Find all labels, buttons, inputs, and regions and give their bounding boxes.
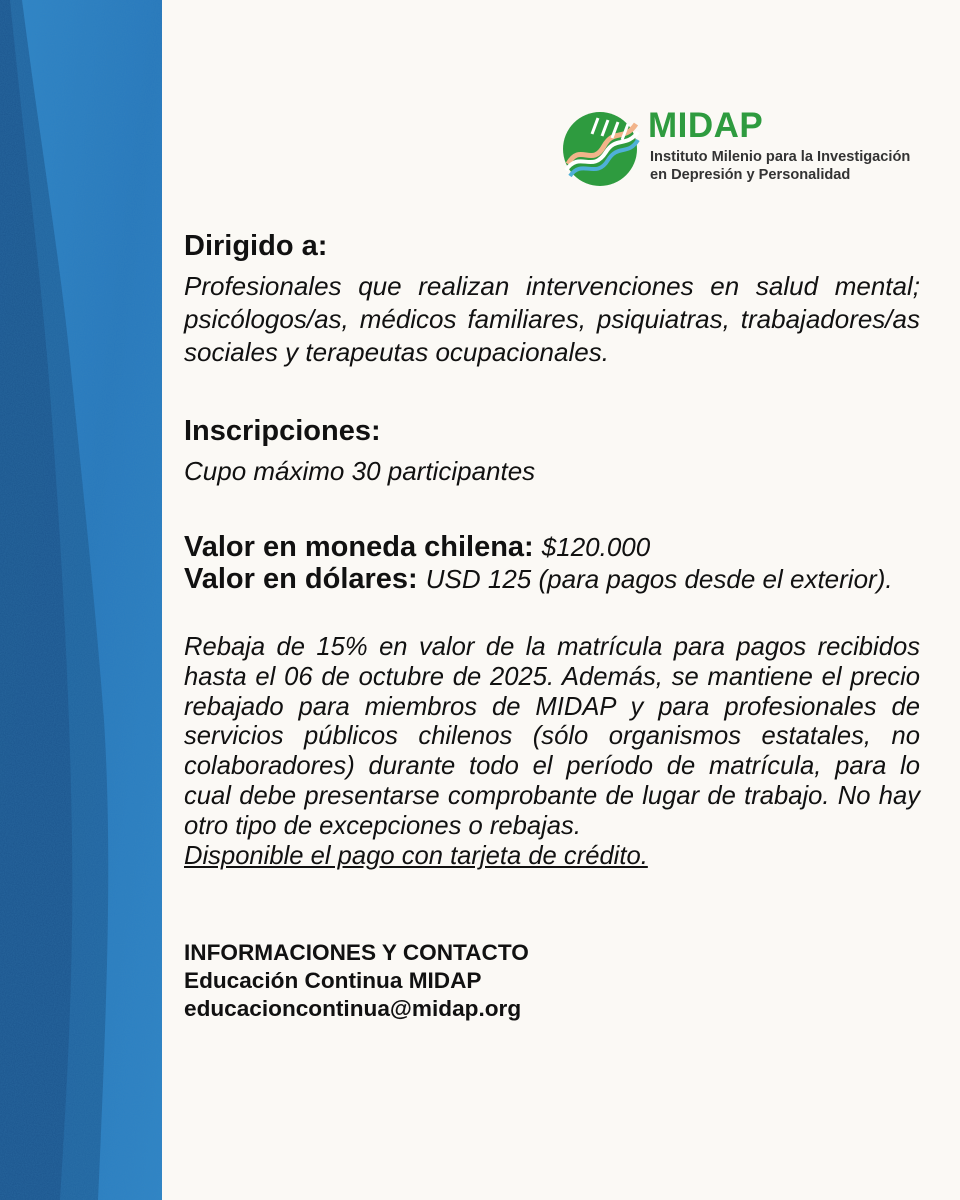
contact-unit: Educación Continua MIDAP	[184, 968, 482, 994]
side-band-decoration	[0, 0, 162, 1200]
contact-email[interactable]: educacioncontinua@midap.org	[184, 996, 522, 1022]
price-clp-value: $120.000	[541, 532, 651, 562]
terms-section	[184, 633, 920, 871]
contact-section	[184, 939, 920, 1023]
price-clp-label: Valor en moneda chilena:	[184, 531, 534, 563]
pricing-section	[184, 531, 920, 595]
payment-note: Disponible el pago con tarjeta de crédito.	[184, 841, 648, 870]
price-usd-line	[184, 563, 920, 595]
price-usd-label: Valor en dólares:	[184, 563, 418, 595]
registration-section	[184, 413, 920, 488]
target-text: Profesionales que realizan intervenciones en salud mental; psicólogos/as, médicos familiares, psiquiatras, trabajadores/as sociales y terapeutas ocupacionales.	[184, 271, 920, 367]
contact-heading: INFORMACIONES Y CONTACTO	[184, 940, 529, 966]
logo-name: MIDAP	[648, 106, 764, 145]
midap-logo-mark-icon	[562, 106, 640, 190]
main-content	[184, 228, 920, 1023]
midap-logo	[562, 104, 922, 194]
price-clp-line	[184, 531, 920, 563]
target-section	[184, 228, 920, 369]
target-heading: Dirigido a:	[184, 230, 328, 262]
registration-heading: Inscripciones:	[184, 415, 381, 447]
terms-text: Rebaja de 15% en valor de la matrícula para pagos recibidos hasta el 06 de octubre de 2025. Además, se mantiene el precio rebajado para miembros de MIDAP y para profesionales de servicios públicos chilenos (sólo organismos estatales, no colaboradores) durante todo el período de matrícula, para lo cual debe presentarse comprobante de lugar de trabajo. No hay otro tipo de excepciones o rebajas.	[184, 633, 920, 840]
logo-subtitle-line-1: Instituto Milenio para la Investigación	[650, 149, 911, 165]
logo-subtitle-line-2: en Depresión y Personalidad	[650, 167, 851, 183]
logo-subtitle	[650, 148, 910, 184]
price-usd-value: USD 125 (para pagos desde el exterior).	[425, 564, 893, 594]
registration-text: Cupo máximo 30 participantes	[184, 456, 536, 486]
